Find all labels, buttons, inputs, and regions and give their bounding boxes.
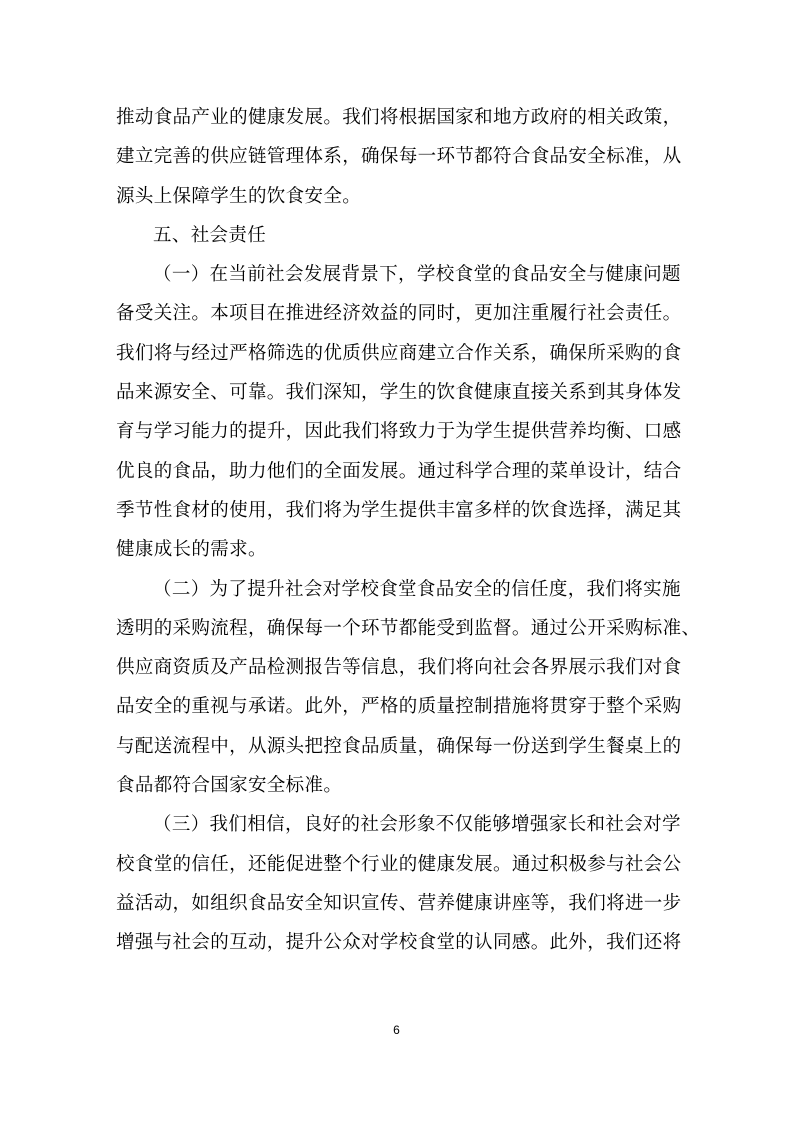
document-body xyxy=(116,98,701,963)
paragraph-continuation xyxy=(116,98,682,216)
text-line: 食品都符合国家安全标准。 xyxy=(116,775,343,797)
page-number: 6 xyxy=(393,1023,400,1037)
text-line: 供应商资质及产品检测报告等信息，我们将向社会各界展示我们对食 xyxy=(116,657,682,679)
text-line: 校食堂的信任，还能促进整个行业的健康发展。通过积极参与社会公 xyxy=(116,853,682,875)
text-line: 与配送流程中，从源头把控食品质量，确保每一份送到学生餐桌上的 xyxy=(116,735,682,757)
paragraph-social-responsibility-1 xyxy=(116,255,682,569)
text-line: 备受关注。本项目在推进经济效益的同时，更加注重履行社会责任。 xyxy=(116,303,682,325)
text-line: 推动食品产业的健康发展。我们将根据国家和地方政府的相关政策， xyxy=(116,107,682,128)
text-line: 品来源安全、可靠。我们深知，学生的饮食健康直接关系到其身体发 xyxy=(116,382,682,404)
text-line: 益活动，如组织食品安全知识宣传、营养健康讲座等，我们将进一步 xyxy=(116,892,682,914)
text-line: 健康成长的需求。 xyxy=(116,539,267,561)
text-line: 品安全的重视与承诺。此外，严格的质量控制措施将贯穿于整个采购 xyxy=(116,696,682,718)
text-line: 季节性食材的使用，我们将为学生提供丰富多样的饮食选择，满足其 xyxy=(116,499,682,521)
text-line: 透明的采购流程，确保每一个环节都能受到监督。通过公开采购标准、 xyxy=(116,617,701,639)
text-line: （二）为了提升社会对学校食堂食品安全的信任度，我们将实施 xyxy=(153,578,681,600)
text-line: 我们将与经过严格筛选的优质供应商建立合作关系，确保所采购的食 xyxy=(116,342,682,364)
text-line: 增强与社会的互动，提升公众对学校食堂的认同感。此外，我们还将 xyxy=(116,932,682,954)
paragraph-social-responsibility-2 xyxy=(116,570,701,806)
text-line: 育与学习能力的提升，因此我们将致力于为学生提供营养均衡、口感 xyxy=(116,421,682,443)
section-heading xyxy=(116,216,678,255)
text-line: 源头上保障学生的饮食安全。 xyxy=(116,185,362,207)
text-line: （一）在当前社会发展背景下，学校食堂的食品安全与健康问题 xyxy=(153,264,681,286)
text-line: 优良的食品，助力他们的全面发展。通过科学合理的菜单设计，结合 xyxy=(116,460,682,482)
text-line: 建立完善的供应链管理体系，确保每一环节都符合食品安全标准，从 xyxy=(116,146,682,168)
text-line: （三）我们相信，良好的社会形象不仅能够增强家长和社会对学 xyxy=(153,814,681,836)
paragraph-social-responsibility-3 xyxy=(116,805,682,962)
section-heading-text: 五、社会责任 xyxy=(153,224,267,246)
